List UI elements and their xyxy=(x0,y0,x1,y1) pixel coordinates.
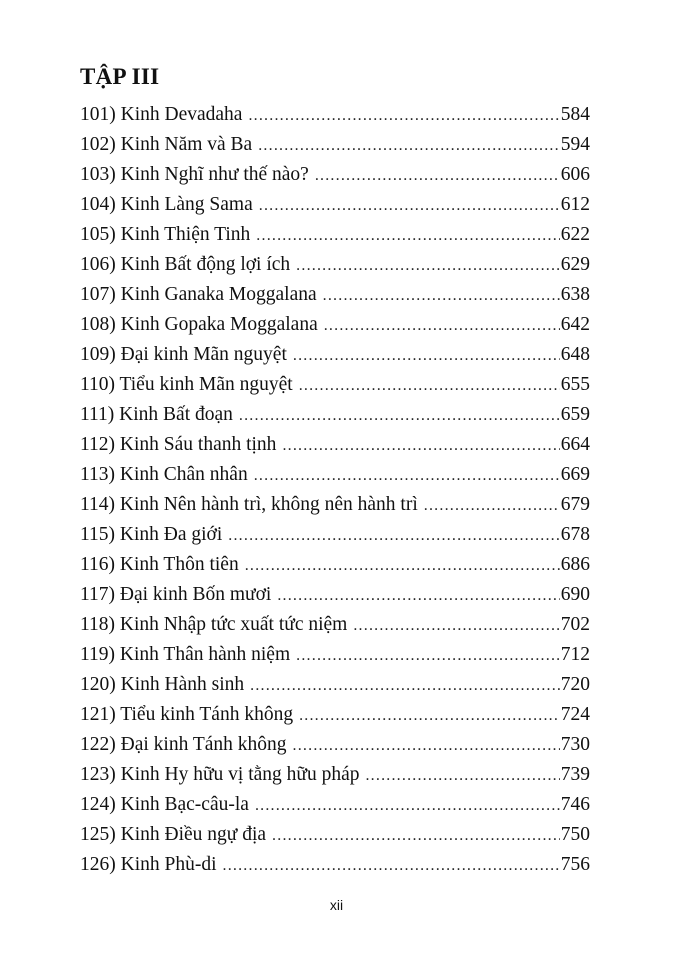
toc-entry-title: 110) Tiểu kinh Mãn nguyệt xyxy=(80,374,293,395)
dot-leader xyxy=(296,641,560,670)
dot-leader xyxy=(277,581,559,610)
dot-leader xyxy=(299,701,560,730)
dot-leader xyxy=(254,461,560,490)
toc-entry xyxy=(80,400,590,430)
toc-entry xyxy=(80,370,590,400)
toc-entry xyxy=(80,340,590,370)
toc-entry-title: 103) Kinh Nghĩ như thế nào? xyxy=(80,164,309,185)
table-of-contents xyxy=(80,100,590,880)
toc-entry-page: 739 xyxy=(560,764,590,785)
toc-entry-page: 678 xyxy=(560,524,590,545)
dot-leader xyxy=(296,251,560,280)
toc-entry-page: 712 xyxy=(560,644,590,665)
toc-entry-page: 648 xyxy=(560,344,590,365)
toc-entry-title: 117) Đại kinh Bốn mươi xyxy=(80,584,272,605)
toc-entry-title: 120) Kinh Hành sinh xyxy=(80,674,245,695)
toc-entry-page: 746 xyxy=(560,794,590,815)
dot-leader xyxy=(353,611,559,640)
dot-leader xyxy=(324,311,560,340)
toc-entry-page: 690 xyxy=(560,584,590,605)
toc-entry xyxy=(80,580,590,610)
dot-leader xyxy=(223,851,560,880)
toc-entry xyxy=(80,850,590,880)
dot-leader xyxy=(259,191,560,220)
toc-entry-page: 664 xyxy=(560,434,590,455)
toc-entry-title: 104) Kinh Làng Sama xyxy=(80,194,253,215)
toc-entry xyxy=(80,790,590,820)
toc-entry xyxy=(80,760,590,790)
toc-entry-page: 655 xyxy=(560,374,590,395)
toc-entry xyxy=(80,700,590,730)
toc-entry-title: 122) Đại kinh Tánh không xyxy=(80,734,287,755)
toc-entry-page: 702 xyxy=(560,614,590,635)
dot-leader xyxy=(239,401,560,430)
toc-entry-page: 686 xyxy=(560,554,590,575)
toc-entry-page: 638 xyxy=(560,284,590,305)
dot-leader xyxy=(424,491,560,520)
toc-entry-title: 106) Kinh Bất động lợi ích xyxy=(80,254,291,275)
toc-entry-page: 679 xyxy=(560,494,590,515)
toc-entry xyxy=(80,550,590,580)
toc-entry-title: 124) Kinh Bạc-câu-la xyxy=(80,794,249,815)
toc-entry-page: 622 xyxy=(560,224,590,245)
dot-leader xyxy=(258,131,560,160)
toc-entry-page: 724 xyxy=(560,704,590,725)
toc-entry xyxy=(80,520,590,550)
toc-entry xyxy=(80,610,590,640)
toc-entry xyxy=(80,730,590,760)
toc-entry-page: 642 xyxy=(560,314,590,335)
toc-entry-title: 109) Đại kinh Mãn nguyệt xyxy=(80,344,287,365)
dot-leader xyxy=(272,821,560,850)
toc-entry xyxy=(80,670,590,700)
section-heading: TẬP III xyxy=(80,64,160,89)
page-number: xii xyxy=(329,897,344,913)
toc-entry-title: 112) Kinh Sáu thanh tịnh xyxy=(80,434,277,455)
toc-entry-title: 121) Tiểu kinh Tánh không xyxy=(80,704,294,725)
toc-entry-title: 125) Kinh Điều ngự địa xyxy=(80,824,267,845)
dot-leader xyxy=(250,671,560,700)
toc-entry xyxy=(80,100,590,130)
toc-entry-title: 116) Kinh Thôn tiên xyxy=(80,554,239,575)
toc-entry-title: 111) Kinh Bất đoạn xyxy=(80,404,233,425)
toc-entry xyxy=(80,160,590,190)
toc-entry-title: 114) Kinh Nên hành trì, không nên hành trì xyxy=(80,494,418,515)
toc-entry-title: 119) Kinh Thân hành niệm xyxy=(80,644,291,665)
toc-entry-page: 594 xyxy=(560,134,590,155)
toc-entry-title: 126) Kinh Phù-di xyxy=(80,854,217,875)
toc-entry-page: 750 xyxy=(560,824,590,845)
toc-entry-page: 730 xyxy=(560,734,590,755)
dot-leader xyxy=(293,731,560,760)
toc-entry-title: 115) Kinh Đa giới xyxy=(80,524,223,545)
toc-entry xyxy=(80,460,590,490)
toc-entry-title: 118) Kinh Nhập tức xuất tức niệm xyxy=(80,614,348,635)
toc-entry xyxy=(80,250,590,280)
toc-entry-page: 629 xyxy=(560,254,590,275)
toc-entry-title: 113) Kinh Chân nhân xyxy=(80,464,248,485)
toc-entry-page: 756 xyxy=(560,854,590,875)
dot-leader xyxy=(293,341,560,370)
dot-leader xyxy=(315,161,560,190)
dot-leader xyxy=(365,761,559,790)
toc-entry-title: 107) Kinh Ganaka Moggalana xyxy=(80,284,317,305)
toc-entry xyxy=(80,280,590,310)
toc-entry xyxy=(80,490,590,520)
toc-entry-page: 584 xyxy=(560,104,590,125)
dot-leader xyxy=(282,431,559,460)
dot-leader xyxy=(323,281,560,310)
toc-entry xyxy=(80,820,590,850)
toc-entry-title: 123) Kinh Hy hữu vị tằng hữu pháp xyxy=(80,764,360,785)
toc-entry-page: 720 xyxy=(560,674,590,695)
toc-entry xyxy=(80,130,590,160)
toc-entry-page: 606 xyxy=(560,164,590,185)
toc-entry xyxy=(80,430,590,460)
toc-entry-page: 659 xyxy=(560,404,590,425)
dot-leader xyxy=(299,371,560,400)
dot-leader xyxy=(255,791,560,820)
toc-entry-title: 101) Kinh Devadaha xyxy=(80,104,243,125)
dot-leader xyxy=(245,551,560,580)
dot-leader xyxy=(248,101,559,130)
toc-entry-title: 108) Kinh Gopaka Moggalana xyxy=(80,314,318,335)
toc-entry xyxy=(80,190,590,220)
toc-entry xyxy=(80,640,590,670)
toc-entry xyxy=(80,310,590,340)
toc-entry-page: 612 xyxy=(560,194,590,215)
dot-leader xyxy=(256,221,559,250)
toc-entry-title: 102) Kinh Năm và Ba xyxy=(80,134,253,155)
dot-leader xyxy=(228,521,559,550)
toc-entry-title: 105) Kinh Thiện Tinh xyxy=(80,224,251,245)
toc-entry-page: 669 xyxy=(560,464,590,485)
toc-entry xyxy=(80,220,590,250)
